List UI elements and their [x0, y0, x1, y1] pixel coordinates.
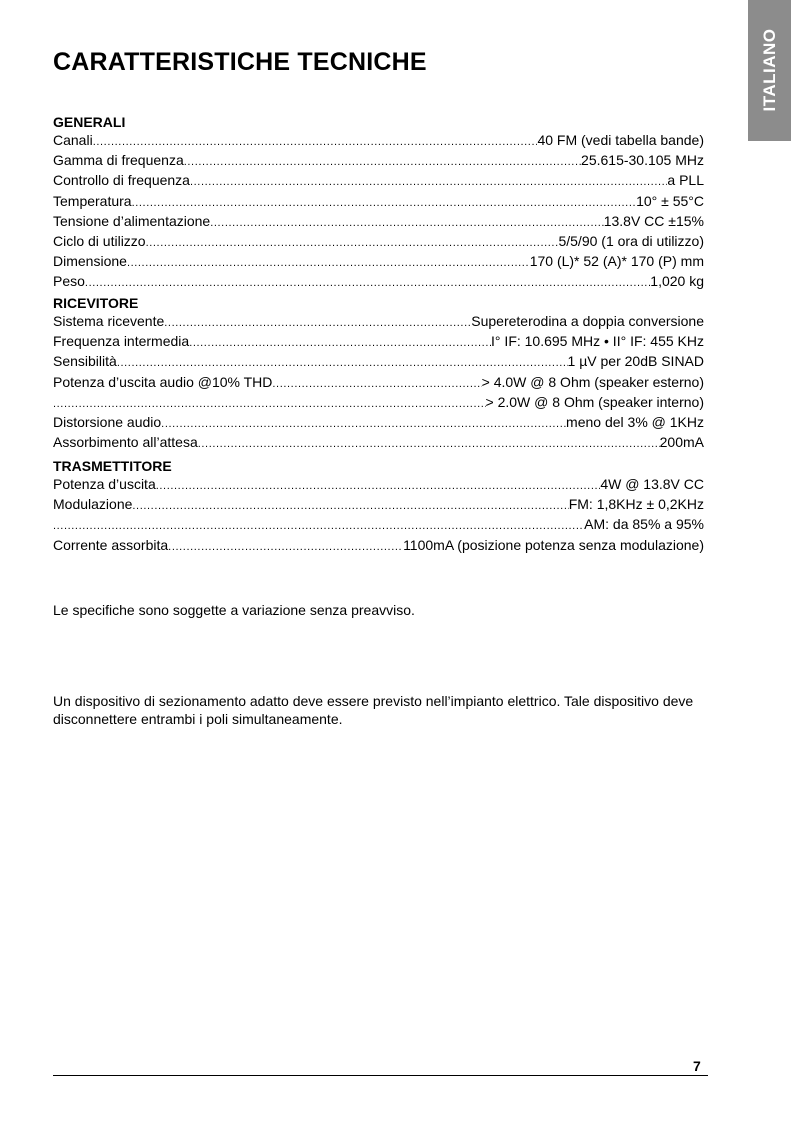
spec-row	[53, 393, 704, 413]
spec-row	[53, 495, 704, 515]
dot-leader	[156, 477, 601, 495]
spec-value: 4W @ 13.8V CC	[600, 476, 704, 492]
section-heading: RICEVITORE	[53, 295, 139, 311]
dot-leader	[93, 133, 538, 151]
dot-leader	[132, 497, 568, 515]
dot-leader	[85, 274, 650, 292]
spec-label: Assorbimento all’attesa	[53, 434, 198, 451]
section-heading: GENERALI	[53, 114, 126, 130]
safety-note: Un dispositivo di sezionamento adatto deve essere previsto nell’impianto elettrico. Tale dispositivo deve disconnettere entrambi i poli simultaneamente.	[53, 693, 694, 727]
spec-label: Gamma di frequenza	[53, 152, 184, 169]
spec-row	[53, 171, 704, 191]
spec-label: Controllo di frequenza	[53, 172, 190, 189]
dot-leader	[168, 538, 403, 556]
spec-value: 1100mA (posizione potenza senza modulazione)	[403, 536, 704, 553]
dot-leader	[272, 375, 481, 393]
spec-label: Sensibilità	[53, 353, 117, 370]
spec-value: 13.8V CC ±15%	[603, 212, 704, 229]
spec-list	[53, 131, 704, 293]
spec-value: AM: da 85% a 95%	[584, 516, 704, 533]
spec-row	[53, 212, 704, 232]
spec-row	[53, 232, 704, 252]
spec-row	[53, 433, 704, 453]
spec-value: 200mA	[659, 434, 704, 451]
spec-value: 40 FM (vedi tabella bande)	[537, 132, 704, 148]
dot-leader	[132, 194, 636, 212]
spec-label: Distorsione audio	[53, 414, 162, 431]
dot-leader	[210, 214, 603, 232]
dot-leader	[184, 153, 581, 171]
disclaimer-note: Le specifiche sono soggette a variazione senza preavviso.	[53, 602, 415, 618]
spec-row	[53, 151, 704, 171]
spec-value: FM: 1,8KHz ± 0,2KHz	[568, 496, 704, 513]
spec-value: I° IF: 10.695 MHz • II° IF: 455 KHz	[491, 333, 704, 350]
spec-label: Modulazione	[53, 496, 133, 513]
spec-value: a PLL	[667, 172, 704, 189]
spec-value: 25.615-30.105 MHz	[581, 152, 704, 169]
language-tab	[748, 0, 791, 141]
spec-label: Potenza d’uscita audio @10% THD	[53, 373, 273, 390]
spec-list	[53, 312, 704, 453]
spec-value: > 2.0W @ 8 Ohm (speaker interno)	[485, 393, 704, 410]
spec-list	[53, 475, 704, 556]
spec-row	[53, 515, 704, 535]
dot-leader	[164, 314, 471, 332]
spec-row	[53, 272, 704, 292]
spec-label: Corrente assorbita	[53, 536, 169, 553]
spec-label: Frequenza intermedia	[53, 333, 190, 350]
spec-value: > 4.0W @ 8 Ohm (speaker esterno)	[481, 373, 704, 390]
spec-label: Potenza d’uscita	[53, 476, 156, 492]
spec-value: 1,020 kg	[650, 273, 704, 290]
spec-value: 10° ± 55°C	[636, 192, 704, 209]
footer-divider	[53, 1075, 708, 1076]
page-number: 7	[693, 1058, 701, 1074]
page-title: CARATTERISTICHE TECNICHE	[53, 48, 427, 76]
dot-leader	[190, 173, 667, 191]
spec-label: Dimensione	[53, 253, 127, 270]
spec-row	[53, 352, 704, 372]
section-general	[53, 113, 704, 293]
spec-row	[53, 252, 704, 272]
dot-leader	[53, 517, 584, 535]
dot-leader	[117, 354, 568, 372]
section-receiver	[53, 294, 704, 453]
dot-leader	[198, 435, 660, 453]
spec-label: Sistema ricevente	[53, 313, 165, 329]
spec-label: Ciclo di utilizzo	[53, 233, 146, 250]
section-transmitter	[53, 457, 704, 556]
language-tab-label: ITALIANO	[759, 28, 779, 112]
spec-row	[53, 413, 704, 433]
dot-leader	[127, 254, 530, 272]
spec-value: meno del 3% @ 1KHz	[566, 414, 704, 431]
spec-label: Temperatura	[53, 192, 132, 209]
dot-leader	[146, 234, 559, 252]
spec-value: 5/5/90 (1 ora di utilizzo)	[558, 233, 704, 250]
dot-leader	[53, 395, 486, 413]
spec-row	[53, 373, 704, 393]
spec-row	[53, 475, 704, 495]
spec-row	[53, 192, 704, 212]
spec-value: 170 (L)* 52 (A)* 170 (P) mm	[529, 253, 704, 270]
spec-row	[53, 131, 704, 151]
spec-value: Supereterodina a doppia conversione	[471, 313, 704, 329]
spec-row	[53, 536, 704, 556]
dot-leader	[189, 334, 491, 352]
spec-row	[53, 312, 704, 332]
spec-label: Canali	[53, 132, 93, 148]
section-heading: TRASMETTITORE	[53, 458, 172, 474]
spec-row	[53, 332, 704, 352]
spec-value: 1 µV per 20dB SINAD	[567, 353, 704, 370]
spec-label: Peso	[53, 273, 85, 290]
dot-leader	[161, 415, 566, 433]
spec-label: Tensione d’alimentazione	[53, 212, 211, 229]
